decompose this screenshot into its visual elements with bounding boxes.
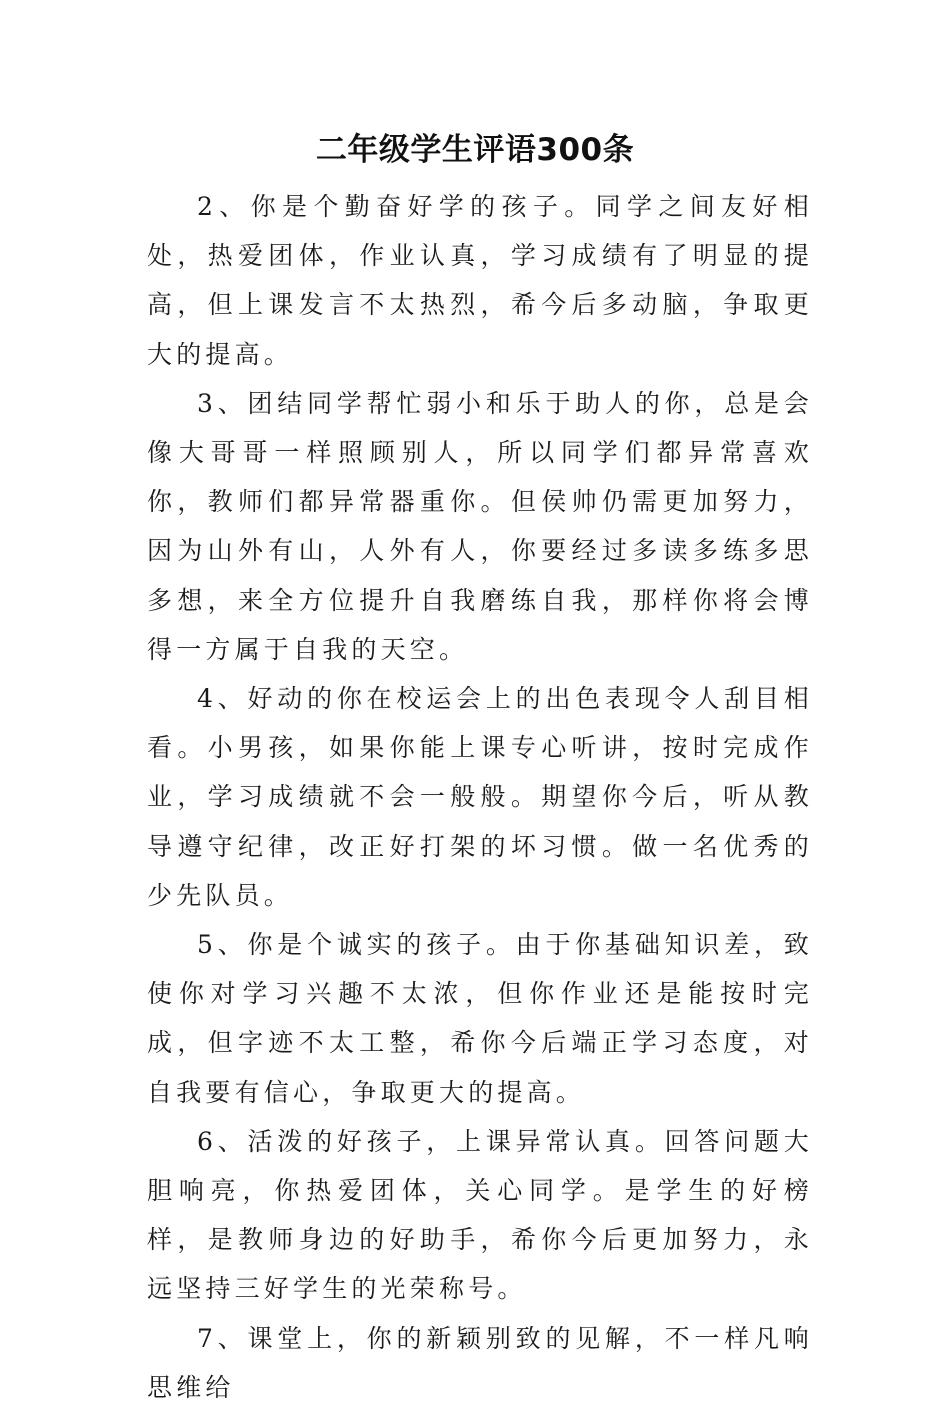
document-title: 二年级学生评语300条 xyxy=(315,132,635,168)
paragraph-3: 3、团结同学帮忙弱小和乐于助人的你，总是会像大哥哥一样照顾别人，所以同学们都异常喜欢你，教师们都异常器重你。但侯帅仍需更加努力，因为山外有山，人外有人，你要经过多读多练多思多想，来全方位提升自我磨练自我，那样你将会博得一方属于自我的天空。 xyxy=(147,388,813,664)
paragraph-7: 7、课堂上，你的新颖别致的见解，不一样凡响思维给 xyxy=(147,1323,813,1402)
paragraph-4: 4、好动的你在校运会上的出色表现令人刮目相看。小男孩，如果你能上课专心听讲，按时完成作业，学习成绩就不会一般般。期望你今后，听从教导遵守纪律，改正好打架的坏习惯。做一名优秀的少先队员。 xyxy=(147,684,813,910)
document-body xyxy=(147,182,813,1412)
paragraph-6: 6、活泼的好孩子，上课异常认真。回答问题大胆响亮，你热爱团体，关心同学。是学生的好榜样，是教师身边的好助手，希你今后更加努力，永远坚持三好学生的光荣称号。 xyxy=(147,1126,813,1304)
paragraph-5: 5、你是个诚实的孩子。由于你基础知识差，致使你对学习兴趣不太浓，但你作业还是能按时完成，但字迹不太工整，希你今后端正学习态度，对自我要有信心，争取更大的提高。 xyxy=(147,930,813,1107)
paragraph-2: 2、你是个勤奋好学的孩子。同学之间友好相处，热爱团体，作业认真，学习成绩有了明显的提高，但上课发言不太热烈，希今后多动脑，争取更大的提高。 xyxy=(147,192,813,369)
